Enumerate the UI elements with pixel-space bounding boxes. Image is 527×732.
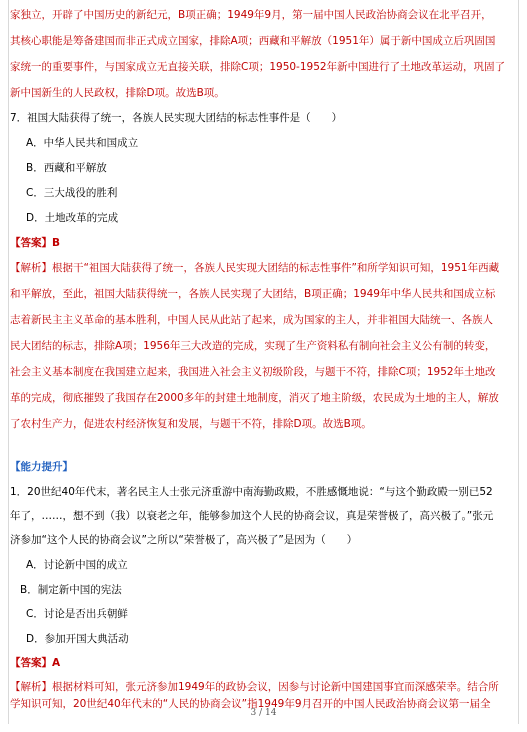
q7-option-d: D．土地改革的完成	[26, 212, 119, 224]
question-1-stem-line: 济参加“这个人民的协商会议”之所以“荣誉极了，高兴极了”是因为（ ）	[10, 534, 358, 546]
q7-analysis-line: 了农村生产力，促进农村经济恢复和发展，与题干不符，排除D项。故选B项。	[10, 418, 372, 430]
q1-option-c: C．讨论是否出兵朝鲜	[26, 608, 128, 620]
q1-answer: 【答案】A	[10, 657, 61, 669]
section-title: 【能力提升】	[10, 461, 73, 473]
page-number: 3 / 14	[250, 708, 277, 718]
q7-analysis-line: 志着新民主主义革命的基本胜利，中国人民从此站了起来，成为国家的主人，并非祖国大陆统一、各族人	[10, 314, 493, 326]
q7-analysis-line: 革的完成，彻底摧毁了我国存在2000多年的封建土地制度，消灭了地主阶级，农民成为土地的主人，解放	[10, 392, 499, 404]
question-1-stem-line: 年了，……，想不到（我）以衰老之年，能够参加这个人民的协商会议，真是荣誉极了，高兴极了。”张元	[10, 510, 494, 522]
q7-option-c: C．三大战役的胜利	[26, 187, 118, 199]
q1-option-d: D．参加开国大典活动	[26, 633, 129, 645]
q7-option-b: B．西藏和平解放	[26, 162, 107, 174]
question-1-stem-line: 1．20世纪40年代末，著名民主人士张元济重游中南海勤政殿，不胜感慨地说：“与这个勤政殿一别已52	[10, 486, 493, 498]
q1-option-a: A．讨论新中国的成立	[26, 559, 128, 571]
question-7-stem: 7．祖国大陆获得了统一，各族人民实现大团结的标志性事件是（ ）	[10, 112, 343, 124]
q1-analysis-line: 学知识可知，20世纪40年代末的“人民的协商会议”指1949年9月召开的中国人民政治协商会议第一届全	[10, 698, 491, 710]
q7-option-a: A．中华人民共和国成立	[26, 137, 139, 149]
q7-analysis-line: 民大团结的标志，排除A项；1956年三大改造的完成，实现了生产资料私有制向社会主义公有制的转变，	[10, 340, 496, 352]
q7-analysis-line: 和平解放，至此，祖国大陆获得统一，各族人民实现了大团结，B项正确；1949年中华人民共和国成立标	[10, 288, 496, 300]
q7-analysis-line: 【解析】根据干“祖国大陆获得了统一，各族人民实现大团结的标志性事件”和所学知识可知，1951年西藏	[10, 262, 500, 274]
analysis-line: 新中国新生的人民政权，排除D项。故选B项。	[10, 87, 225, 99]
q7-analysis-line: 社会主义基本制度在我国建立起来，我国进入社会主义初级阶段，与题干不符，排除C项；1952年土地改	[10, 366, 496, 378]
analysis-line: 家独立，开辟了中国历史的新纪元，B项正确；1949年9月，第一届中国人民政治协商会议在北平召开，	[10, 9, 492, 21]
analysis-line: 其核心职能是筹备建国而非正式成立国家，排除A项；西藏和平解放（1951年）属于新中国成立后巩固国	[10, 35, 496, 47]
q1-option-b: B．制定新中国的宪法	[20, 584, 122, 596]
q7-answer: 【答案】B	[10, 237, 61, 249]
analysis-line: 家统一的重要事件，与国家成立无直接关联，排除C项；1950-1952年新中国进行了土地改革运动，巩固了	[10, 61, 506, 73]
q1-analysis-line: 【解析】根据材料可知，张元济参加1949年的政协会议，因参与讨论新中国建国事宜而深感荣幸。结合所	[10, 681, 499, 693]
